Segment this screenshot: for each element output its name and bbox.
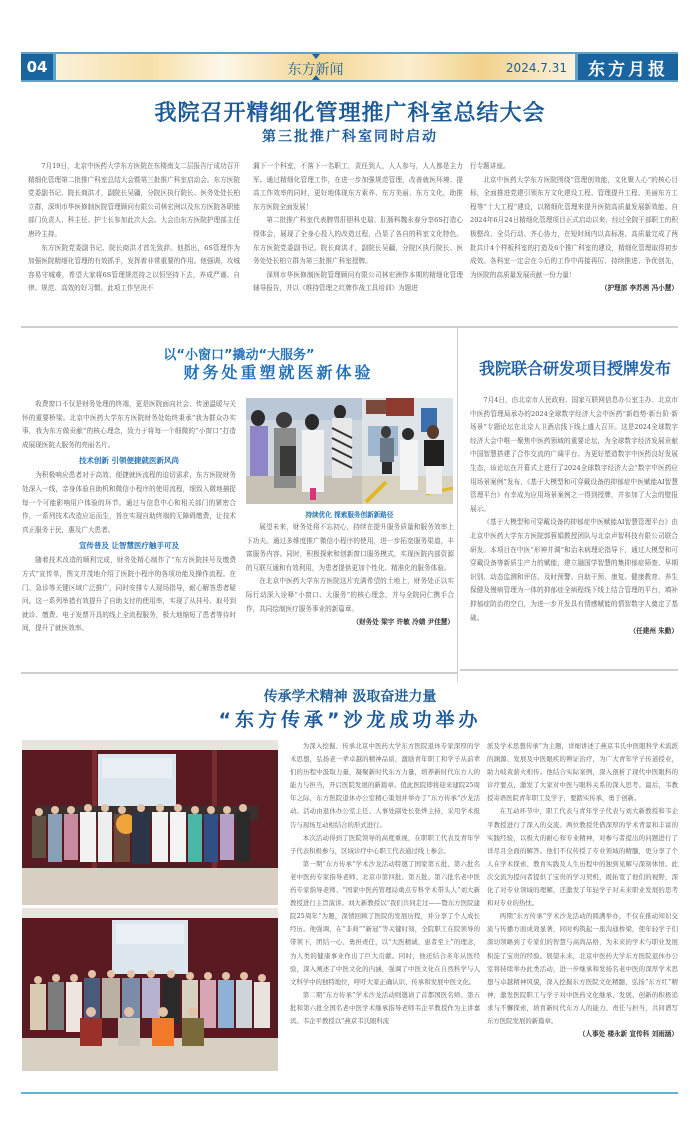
paragraph: 北京中医药大学东方医院围绕“管理创效能，文化聚人心”的核心目标，全面推进党建引领东方文化建设工程、管理提升工程、美丽东方工程等“十大工程”建设，以精细化管理来提升医院高质量发展新效能。自2024年6月24日精细化管理项目正式启动以来，经过全院干部职工的积极整改、全员行动、齐心协力，在短时间内以高标准、高质量完成了两批共计4个样板科室的打造及6个推广科室的建设，精细化管理取得初步成效。各科室一定会在今后的工作中再接再厉、持续推进、争优创先，为医院的高质量发展贡献一份力量！ [470, 175, 678, 279]
subheading: 宣传普及 让智慧医疗触手可及 [78, 541, 180, 551]
paragraph: 东方医院党委副书记、院长商洪才首先致辞。他指出，6S管理作为加强医院精细化管理的有效抓手，发挥着非常重要的作用。他强调，攻城容易守城难，希望大家将6S管理规范持之以恒坚持下去，养成严谨、自律、规范、高效的好习惯。此项工作坚决不 [28, 243, 240, 293]
paragraph: 漏下一个科室，不落下一名职工，责任到人，人人参与，人人都是主力军。通过精细化管理工作，在进一步加强规范管理，改善就医环境、提高工作效率的同时，更好地体现东方素养、东方美丽、东方文化，助推东方医院全面发展！ [253, 162, 463, 211]
article1-column-3 [470, 160, 678, 330]
article2-left-column [22, 398, 236, 680]
article3-body [470, 394, 678, 664]
paragraph: 在北京中医药大学东方医院这片充满希望的土地上，财务处正以实际行动深入诠释“小窗口、大服务”的核心理念，并与全院同仁携手合作，共同绘制医疗服务事业的新篇章。 [246, 577, 454, 613]
article4-signature: （人事处 楼永新 宣传科 刘雨涵） [578, 1030, 678, 1039]
finance-service-photo [246, 398, 453, 504]
article2-right-column [246, 521, 454, 681]
page-number: 04 [21, 54, 53, 80]
paragraph: 深圳市华医修制医院管理顾问有限公司林宏洲作本期的精细化管理辅导报告，并以《维持管理之红牌作战工具培训》为题进 [253, 270, 463, 293]
column-divider [457, 328, 458, 682]
article1-signature: （护理部 李苏茜 冯小慧） [600, 284, 678, 293]
paragraph: 7月19日，北京中医药大学东方医院在东楼南支二层报告厅成功召开精细化管理第二批推广科室总结大会暨第三批推广科室启动会。东方医院党委副书记、院长商洪才，副院长吴疆，分院区执行院长、医务处处长柏立群，深圳市华医修制医院管理顾问有限公司林宏洲以及东方医院各职能部门负责人、科主任、护士长参加此次大会。大会由东方医院护理部主任唐玲主持。 [28, 162, 240, 238]
article2-title-line1: 以“小窗口”撬动“大服务” [163, 348, 315, 363]
photo-staff-guiding-patients [246, 398, 453, 504]
triangle-up-icon [312, 75, 320, 80]
paragraph: 第二批推广科室代表脾胃肝胆科史瑞、肛肠科魏永春分享6S打造心得体会，展现了全身心投入的改造过程，凸显了各自的科室文化特色。东方医院党委副书记、院长商洪才，副院长吴疆，分院区执行院长、医务处处长柏立群为第三批推广科室授牌。 [253, 216, 463, 266]
article1-column-2 [253, 160, 463, 315]
paragraph: 本次活动得到了医院领导的高度重视，在职职工代表及青年学子代表积极参与，区域诊疗中心职工代表通过线上参会。 [290, 833, 480, 855]
divider [21, 672, 457, 674]
paragraph: 随着技术改造的顺利完成，财务处精心制作了“东方医院挂号及缴费方式”宣传单，图文并茂地介绍了医院小程序的各项功能及操作流程。在门、急诊等关键区域广泛推广，同时安排专人现场指导，耐心解答患者疑问。这一系列举措有效提升了自助支付的使用率，实现了从挂号、取号到就诊、缴费、电子发票开具的线上全流程服务，极大地缩短了患者等待时间，提升了就医效率。 [22, 556, 236, 633]
paragraph: 7月4日，由北京市人民政府、国家互联网信息办公室主办、北京市中医药管理局承办的2024全球数字经济大会中医药“新趋势·新台阶·新场景”专题论坛在北京人卫酒店线下线上盛大召开。这是2024全球数字经济大会中唯一聚焦中医药领域的重要论坛，为全球数字经济发展贡献中国智慧搭建了合作交流的广阔平台。为更好塑造数字中医药良好发展生态，该论坛在开幕式上进行了2024全球数字经济大会“数字中医药应用场景案例”发布，《基于大模型和可穿戴设备的抑郁症中医赋能AI智慧管理平台》有幸成为应用场景案例之一得到授牌，并参加了大会的壁报展示。 [470, 396, 678, 513]
subheading: 技术创新 引领便捷就医新风尚 [78, 456, 180, 466]
paragraph: 为深入挖掘、传承北京中医药大学东方医院退休专家深厚的学术思想，弘扬老一辈卓越的精神品质，激励青年职工和学子从前辈们的历程中汲取力量，凝聚新时代东方力量，培养新时代东方人的能力与担当，开启医院发展的新篇章。值此医院即将迎来建院25周年之际，东方医院退休办公室精心策划并举办了“东方传承”沙龙活动。活动由退休办公室主任、人事处副处长张烨主持，采用学术报告与现场互动相结合的形式进行。 [290, 742, 480, 829]
paragraph: 展望未来，财务处将不忘初心，持续在提升服务质量和服务效率上下功夫。通过多维度推广微信小程序的使用，进一步拓宽服务渠道，丰富服务内容。同时，积极探索和创新窗口服务模式，实现医院内部资源的互联互通和有效利用，为患者提供更加个性化、精准化的服务体验。 [246, 523, 454, 572]
paragraph: 派及学术思想传承”为主题，详细讲述了燕京韦氏中医眼科学术流派的渊源、发展及中医眼疾的辨证治疗，为广大青年学子传道授业，助力岐黄薪火相传。他结合实际案例，深入剖析了现代中医眼科的诊疗要点，激发了大家对中医与眼科关系的深入思考。最后，韦教授寄语医院青年职工及学子，要踏实传承，勇于创新。 [487, 742, 678, 803]
paragraph: 第一期“东方传承”学术沙龙活动特邀了国家第五批、第六批名老中医药专家指导老师、北京市第四批、第五批、第六批名老中医药专家指导老师、“国家中医药管理局重点专科学术带头人”刘大新教授进行主旨演讲。刘大新教授以“我们共同走过——暨东方医院建院25周年”为题，深情回顾了医院的发展历程，并分享了个人成长经历。他强调，在“非典”“新冠”等关键时刻，全院职工在院领导的带领下，团结一心、勇担责任，以“大医精诚、患者至上”的理念，为人类的健康事业作出了巨大贡献。同时，他还结合多年从医经验，深入阐述了中医文化的内涵，强调了中医文化在自然科学与人文科学中的独特地位，呼吁大家正确认识、传承和发展中医文化。 [290, 859, 480, 986]
article4-title-line2: “东方传承”沙龙成功举办 [218, 709, 482, 731]
article4-column-2 [487, 740, 678, 1072]
article3-signature: （任建州 朱勤） [629, 627, 678, 636]
section-band [53, 54, 578, 80]
article4-title-line1: 传承学术精神 汲取奋进力量 [263, 689, 437, 705]
article3-title: 我院联合研发项目授牌发布 [478, 359, 671, 378]
article2-title-line2: 财务处重塑就医新体验 [183, 363, 374, 382]
article2-signature: （财务处 梁宇 许敏 冷婧 尹佳慧） [352, 618, 454, 627]
page-header [21, 52, 678, 82]
article1-subtitle: 第三批推广科室同时启动 [262, 129, 438, 145]
paragraph: 在互动环节中，职工代表与青年学子代表与刘大新教授和韦企平教授进行了深入的交流。两位教授凭借深厚的学术背景和丰富的实践经验，以极大的耐心和专业精神，对参与者提出的问题进行了详尽且全面的解答。他们不仅传授了专业领域的精髓，更分享了个人在学术探索、教育实践及人生历程中的独到见解与深刻体悟。此次交流为提问者提供了宝贵的学习契机，既拓宽了他们的视野，深化了对专业领域的理解，还激发了年轻学子对未来职业发展的思考和对专业的热忱。 [487, 807, 678, 908]
salon-group-photo-2 [22, 908, 278, 1071]
paragraph: 收费窗口不仅是财务处理的终端，更是医院面向社会、传递温暖与关怀的重要桥梁。北京中医药大学东方医院财务处始终秉承“我为群众办实事，我为东方做贡献”的核心理念，致力于将每一个细微的“小窗口”打造成展现医院大服务的亮丽名片。 [22, 400, 236, 449]
paragraph: 行专题讲座。 [470, 162, 510, 170]
divider [460, 669, 678, 671]
paragraph: 第二期“东方传承”学术沙龙活动则邀请了首都国医名师、第五批和第六批全国名老中医学术继承指导老师韦企平教授作为主讲嘉宾。韦企平教授以“燕京韦氏眼科流 [290, 990, 480, 1025]
salon-group-photo-1 [22, 740, 278, 905]
photo-group-second-session [22, 908, 278, 1071]
paragraph: 《基于大模型和可穿戴设备的抑郁症中医赋能AI智慧管理平台》由北京中医药大学东方医院郭蓉娟教授团队与北京声智科技有限公司联合研发。本项目在中医“形神并调”和治未病理论指导下，通过大模型和可穿戴设备等新质生产力的赋能，建立融国学智慧的集抑郁症筛查、早期识别、动态监测和评估、及时预警、自助干预、康复、健康教育、养生保健及慢病管理为一体的抑郁症全病程线下线上结合管理的平台，填补抑郁症防治的空白，为进一步开发具有情感赋能的情智数字人奠定了基础。 [470, 518, 678, 622]
section-name: 东方新闻 [287, 62, 344, 78]
photo-caption: 持续优化 探索服务创新新路径 [305, 511, 394, 519]
article1-title: 我院召开精细化管理推广科室总结大会 [154, 100, 546, 126]
article1-column-1 [28, 160, 240, 315]
photo-group-first-session [22, 740, 278, 905]
article4-column-1 [290, 740, 480, 1072]
divider [21, 326, 678, 328]
paragraph: 为积极响应患者对于高效、便捷就医流程的迫切需求，东方医院财务处深入一线，亲身体验自助机和微信小程序的使用流程，细致入微地捕捉每一个可能影响用户体验的环节。通过与信息中心和相关部门的紧密合作，一系列技术改造应运而生，旨在实现自助终端的无障碍缴费，让技术真正服务于民，惠及广大患者。 [22, 471, 236, 534]
footer-rule [21, 1092, 678, 1094]
issue-date: 2024.7.31 [505, 61, 567, 75]
masthead-logo: 东方月报 [578, 54, 678, 80]
paragraph: 两期“东方传承”学术沙龙活动的圆满举办，不仅在推动知识交流与传播方面成效显著，同时构筑起一座沟通桥梁，使年轻学子们深切领略到了专家们的智慧与高尚品格，为未来的学术与职业发展积淀了宝贵的经验。展望未来，北京中医药大学东方医院退休办公室将持续举办此类活动，进一步继承和发扬名老中医的深厚学术思想与卓越精神风貌，深入挖掘东方医院文化精髓，弘扬“东方红”精神，激发医院职工与学子对中医药文化继承、发展、创新的积极追求与不懈探索，培育新时代东方人的能力、责任与担当，共同谱写东方医院发展的新篇章。 [487, 912, 678, 1025]
